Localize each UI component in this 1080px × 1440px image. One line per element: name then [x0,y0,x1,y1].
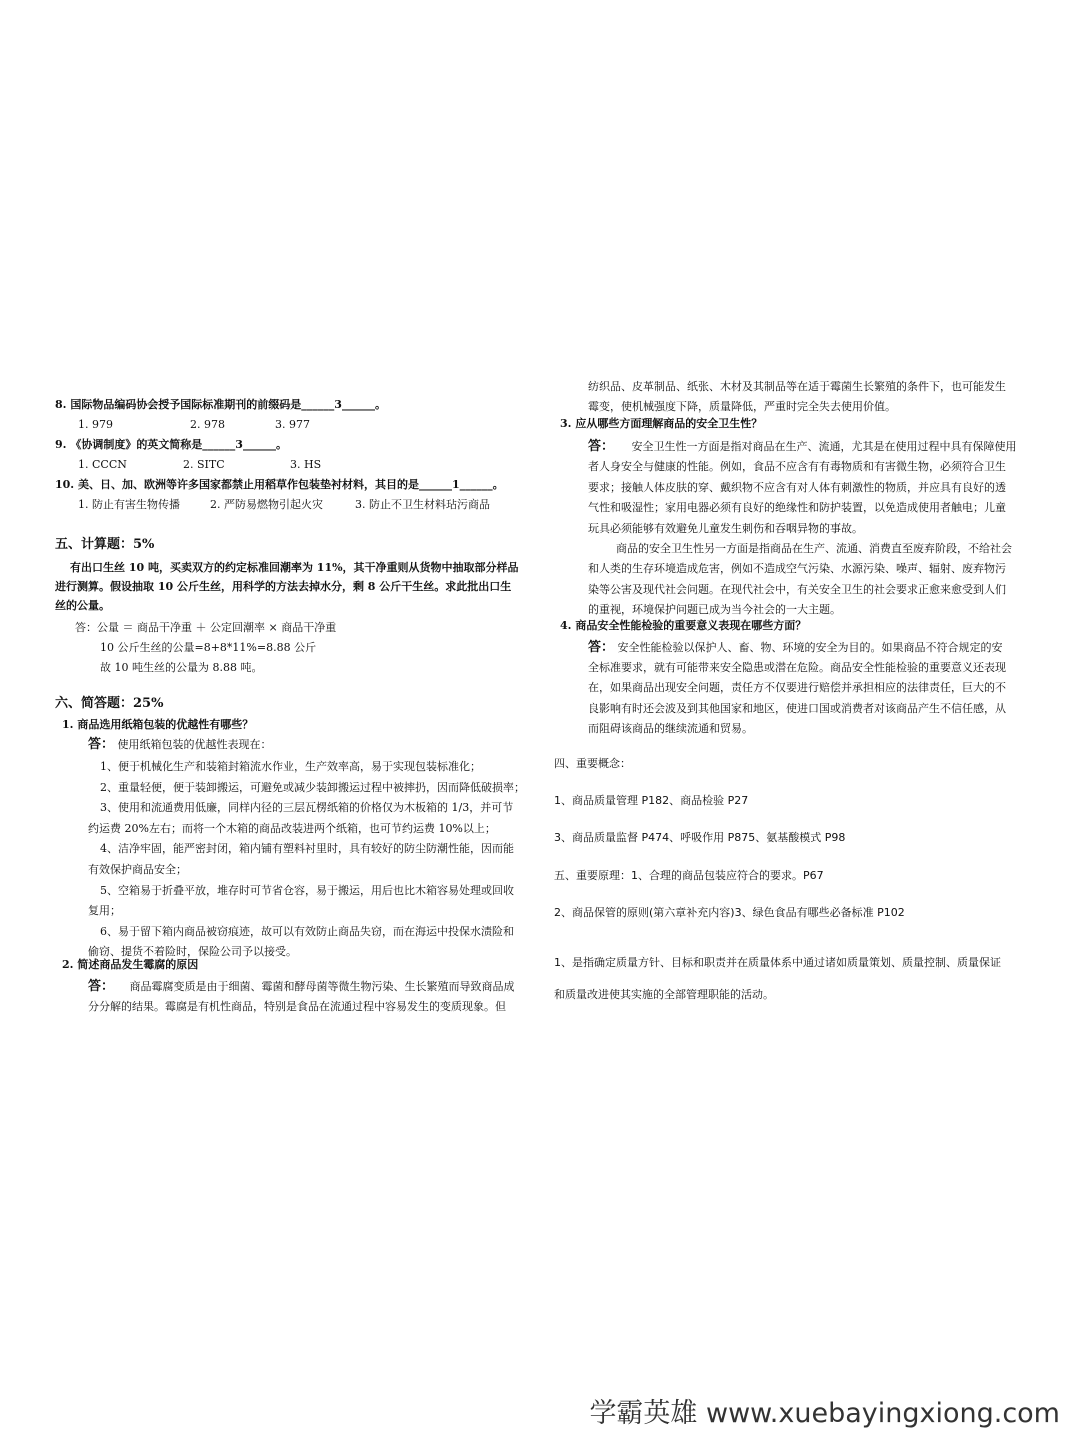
s6-q1-answer-header [88,738,272,752]
answer-line: 偷窃、提货不着险时，保险公司予以接受。 [88,945,297,959]
answer-line: 商品霉腐变质是由于细菌、霉菌和酵母菌等微生物污染、生长繁殖而导致商品成 [129,980,515,993]
problem-line: 进行测算。假设抽取 10 公斤生丝，用科学的方法去掉水分，剩 8 公斤干生丝。求此批出口生 [55,580,512,593]
question-10: 10. 美、日、加、欧洲等许多国家都禁止用稻草作包装垫衬材料，其目的是______1______。 [55,478,504,491]
section-5-problem [55,558,519,615]
answer-line: 答：公量 ＝ 商品干净重 ＋ 公定回潮率 × 商品干净重 [75,621,337,634]
site-watermark: 学霸英雄 www.xuebayingxiong.com [589,1398,1060,1429]
answer-line: 的重视，环境保护问题已成为当今社会的一大主题。 [588,603,841,617]
q10-option-1: 1. 防止有害生物传播 [78,498,180,511]
answer-line: 玩具必须能够有效避免儿童发生刺伤和吞咽异物的事故。 [588,521,863,535]
answer-line: 而阻碍该商品的继续流通和贸易。 [588,721,753,735]
question-9: 9. 《协调制度》的英文简称是______3______。 [55,438,287,451]
q3-answer [588,437,1017,621]
answer-intro: 使用纸箱包装的优越性表现在： [117,738,272,751]
answer-line: 2、重量轻便，便于装卸搬运，可避免或减少装卸搬运过程中被摔扔，因而降低破损率； [100,780,525,794]
section-5-title: 五、计算题：5% [55,537,155,552]
definition [554,947,1001,1011]
concepts-line-1: 1、商品质量管理 P182、商品检验 P27 [554,794,749,807]
continued-answer [588,377,1006,417]
answer-label: 答： [588,439,615,454]
answer-line: 4、洁净牢固，能严密封闭，箱内铺有塑料衬里时，具有较好的防尘防潮性能，因而能 [100,842,514,856]
s6-question-2-title: 2. 简述商品发生霉腐的原因 [62,958,199,971]
question-8: 8. 国际物品编码协会授予国际标准期刊的前缀码是______3______。 [55,398,386,411]
answer-line: 全标准要求，就有可能带来安全隐患或潜在危险。商品安全性能检验的重要意义还表现 [588,661,1006,675]
principles-line-2: 2、商品保管的原则(第六章补充内容)3、绿色食品有哪些必备标准 P102 [554,906,905,919]
answer-line: 良影响有时还会波及到其他国家和地区，使进口国或消费者对该商品产生不信任感，从 [588,701,1006,715]
principles-line-1: 五、重要原理：1、合理的商品包装应符合的要求。P67 [554,869,824,882]
concepts-line-2: 3、商品质量监督 P474、呼吸作用 P875、氨基酸模式 P98 [554,831,846,844]
question-4-title: 4. 商品安全性能检验的重要意义表现在哪些方面？ [560,619,807,632]
question-3-title: 3. 应从哪些方面理解商品的安全卫生性？ [560,417,763,430]
answer-line: 者人身安全与健康的性能。例如，食品不应含有有毒物质和有害微生物，必须符合卫生 [588,460,1006,474]
q9-option-3: 3. HS [290,458,322,471]
definition-line: 1、是指确定质量方针、目标和职责并在质量体系中通过诸如质量策划、质量控制、质量保证 [554,956,1001,969]
answer-line: 故 10 吨生丝的公量为 8.88 吨。 [100,661,263,674]
answer-line: 约运费 20%左右；而将一个木箱的商品改装进两个纸箱，也可节约运费 10%以上； [88,821,496,835]
answer-line: 染等公害及现代社会问题。在现代社会中，有关安全卫生的社会要求正愈来愈受到人们 [588,582,1006,596]
answer-line: 纺织品、皮革制品、纸张、木材及其制品等在适于霉菌生长繁殖的条件下，也可能发生 [588,380,1006,393]
q10-option-2: 2. 严防易燃物引起火灾 [210,498,323,511]
answer-line: 气性和吸湿性；家用电器必须有良好的绝缘性和防护装置，以免造成使用者触电；儿童 [588,501,1006,515]
answer-line: 商品的安全卫生性另一方面是指商品在生产、流通、消费直至废弃阶段，不给社会 [616,542,1012,556]
answer-line: 有效保护商品安全； [88,862,187,876]
answer-line: 和人类的生存环境造成危害，例如不造成空气污染、水源污染、噪声、辐射、废弃物污 [588,562,1006,576]
answer-line: 1、便于机械化生产和装箱封箱流水作业，生产效率高，易于实现包装标准化； [100,760,481,773]
answer-line: 复用； [88,904,121,918]
s6-q2-answer [88,977,515,1017]
concepts-title: 四、重要概念： [554,757,631,770]
answer-label: 答： [88,979,115,994]
q9-option-2: 2. SITC [183,458,225,471]
answer-line: 安全卫生性一方面是指对商品在生产、流通，尤其是在使用过程中具有保障使用 [631,440,1017,453]
q10-option-3: 3. 防止不卫生材料玷污商品 [355,498,490,511]
answer-label: 答： [588,640,615,655]
q8-option-1: 1. 979 [78,418,113,431]
answer-label: 答： [88,737,115,752]
answer-line: 安全性能检验以保护人、畜、物、环境的安全为目的。如果商品不符合规定的安 [617,641,1003,654]
answer-line: 6、易于留下箱内商品被窃痕迹，故可以有效防止商品失窃，而在海运中投保水渍险和 [100,924,514,938]
answer-line: 在，如果商品出现安全问题，责任方不仅要进行赔偿并承担相应的法律责任，巨大的不 [588,681,1006,695]
problem-line: 有出口生丝 10 吨，买卖双方的约定标准回潮率为 11%，其干净重则从货物中抽取部分样品 [70,561,519,574]
s6-q1-answer-body [88,757,525,963]
answer-line: 霉变，使机械强度下降，质量降低，严重时完全失去使用价值。 [588,400,896,413]
answer-line: 10 公斤生丝的公量=8+8*11%=8.88 公斤 [100,641,317,654]
answer-line: 5、空箱易于折叠平放，堆存时可节省仓容，易于搬运，用后也比木箱容易处理或回收 [100,883,514,897]
answer-line: 3、使用和流通费用低廉，同样内径的三层瓦楞纸箱的价格仅为木板箱的 1/3，并可节 [100,801,514,815]
q8-option-2: 2. 978 [190,418,225,431]
problem-line: 丝的公量。 [55,599,110,612]
section-5-answer [75,618,336,678]
answer-line: 分分解的结果。霉腐是有机性商品，特别是食品在流通过程中容易发生的变质现象。但 [88,1000,506,1013]
q8-option-3: 3. 977 [275,418,310,431]
q4-answer [588,638,1006,739]
q9-option-1: 1. CCCN [78,458,127,471]
s6-question-1-title: 1. 商品选用纸箱包装的优越性有哪些？ [62,718,254,731]
section-6-title: 六、简答题：25% [55,696,164,711]
answer-line: 要求；接触人体皮肤的穿、戴织物不应含有对人体有刺激性的物质，并应具有良好的透 [588,480,1006,494]
definition-line: 和质量改进使其实施的全部管理职能的活动。 [554,988,774,1001]
